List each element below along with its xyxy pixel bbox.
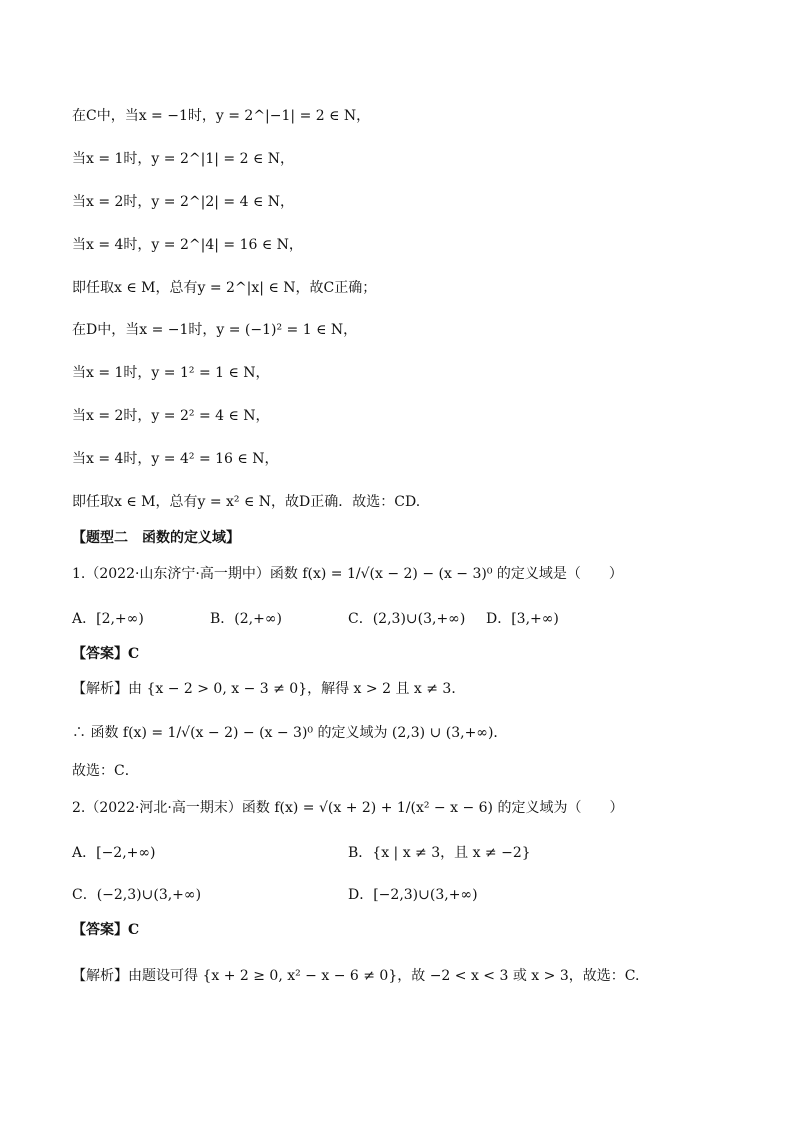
options-row <box>72 884 722 904</box>
option-d: D．[3,+∞) <box>486 611 559 627</box>
options-row <box>72 842 722 862</box>
text-line: 当x = 1时，y = 1² = 1 ∈ N， <box>72 365 270 381</box>
options-row <box>72 608 722 628</box>
option-a: A．[−2,+∞) <box>72 845 156 861</box>
text-line: 即任取x ∈ M，总有y = x² ∈ N，故D正确．故选：CD. <box>72 494 421 510</box>
text-line: 当x = 2时，y = 2^|2| = 4 ∈ N， <box>72 194 295 210</box>
option-b: B．{x | x ≠ 3，且 x ≠ −2} <box>348 845 531 861</box>
option-c: C．(2,3)∪(3,+∞) <box>348 611 466 627</box>
section-title: 【题型二 函数的定义域】 <box>72 530 240 546</box>
question-stem: 1.（2022·山东济宁·高一期中）函数 f(x) = 1/√(x − 2) − (x − 3)⁰ 的定义域是（ ） <box>72 566 623 582</box>
choose: 故选：C． <box>72 763 139 779</box>
analysis: 【解析】由 {x − 2 > 0, x − 3 ≠ 0}，解得 x > 2 且 x ≠ 3． <box>72 681 466 697</box>
option-b: B．(2,+∞) <box>210 611 282 627</box>
conclusion: ∴ 函数 f(x) = 1/√(x − 2) − (x − 3)⁰ 的定义域为 (2,3) ∪ (3,+∞)． <box>72 725 508 741</box>
option-d: D．[−2,3)∪(3,+∞) <box>348 887 478 903</box>
text-line: 当x = 4时，y = 2^|4| = 16 ∈ N， <box>72 237 303 253</box>
question-stem: 2.（2022·河北·高一期末）函数 f(x) = √(x + 2) + 1/(x² − x − 6) 的定义域为（ ） <box>72 800 624 816</box>
text-line: 当x = 2时，y = 2² = 4 ∈ N， <box>72 408 270 424</box>
answer: 【答案】C <box>72 922 140 938</box>
option-a: A．[2,+∞) <box>72 611 144 627</box>
text-line: 即任取x ∈ M，总有y = 2^|x| ∈ N，故C正确； <box>72 280 377 296</box>
text-line: 在D中，当x = −1时，y = (−1)² = 1 ∈ N， <box>72 322 358 338</box>
option-c: C．(−2,3)∪(3,+∞) <box>72 887 202 903</box>
text-line: 当x = 4时，y = 4² = 16 ∈ N， <box>72 451 279 467</box>
answer: 【答案】C <box>72 646 140 662</box>
text-line: 在C中，当x = −1时，y = 2^|−1| = 2 ∈ N， <box>72 108 371 124</box>
text-line: 当x = 1时，y = 2^|1| = 2 ∈ N， <box>72 151 295 167</box>
analysis: 【解析】由题设可得 {x + 2 ≥ 0, x² − x − 6 ≠ 0}，故 −2 < x < 3 或 x > 3，故选：C. <box>72 968 640 984</box>
